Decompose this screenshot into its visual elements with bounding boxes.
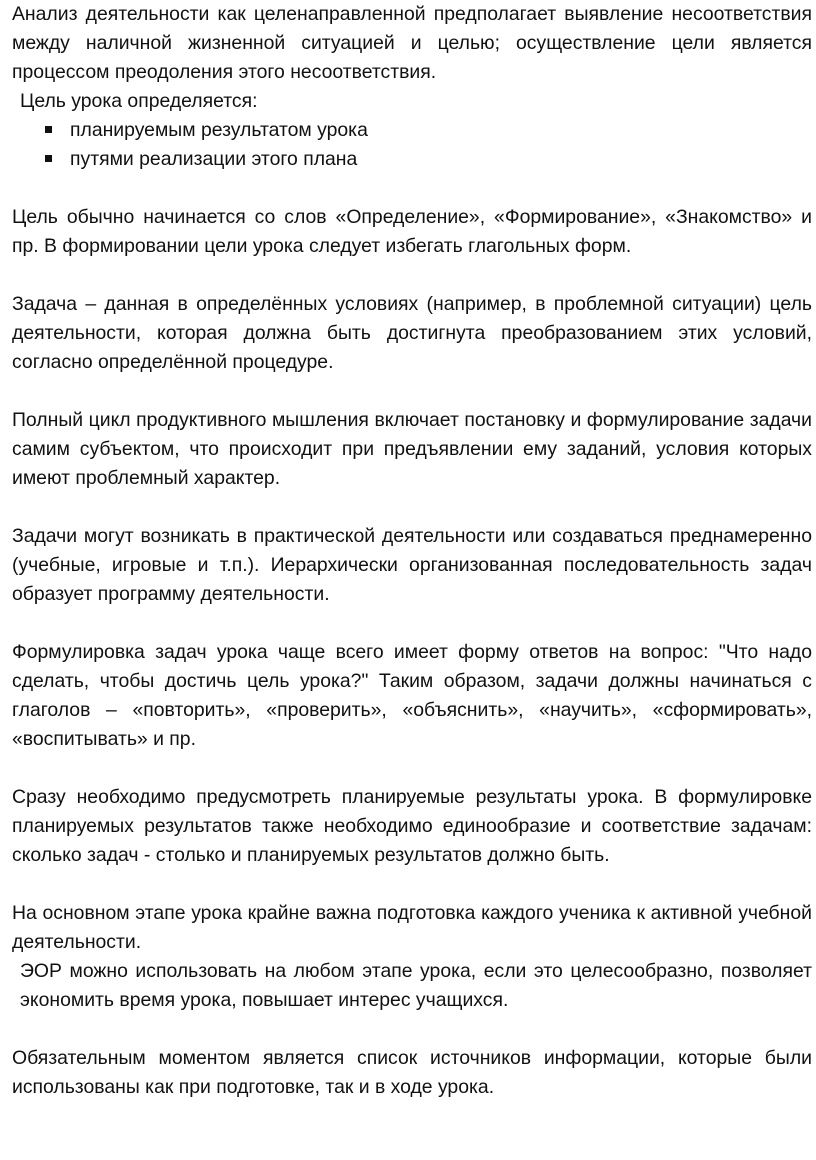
paragraph-main-stage: На основном этапе урока крайне важна подготовка каждого ученика к активной учебной деятельности.	[12, 902, 812, 953]
paragraph-productive-thinking: Полный цикл продуктивного мышления включает постановку и формулирование задачи самим субъектом, что происходит при предъявлении ему заданий, условия которых имеют проблемный характер.	[12, 409, 812, 489]
list-item	[12, 145, 812, 174]
paragraph-spacer	[12, 754, 812, 783]
document-page	[12, 0, 812, 1102]
list-item	[12, 116, 812, 145]
paragraph-spacer	[12, 377, 812, 406]
paragraph-spacer	[12, 493, 812, 522]
square-bullet-icon	[45, 126, 52, 133]
paragraph-task-formulation: Формулировка задач урока чаще всего имеет форму ответов на вопрос: "Что надо сделать, чтобы достичь цель урока?" Таким образом, задачи должны начинаться с глаголов – «повторить», «проверить», «объяснить», «научить», «сформировать», «воспитывать» и пр.	[12, 641, 812, 750]
paragraph-spacer	[12, 174, 812, 203]
list-item-text: путями реализации этого плана	[70, 148, 358, 170]
paragraph-planned-results: Сразу необходимо предусмотреть планируемые результаты урока. В формулировке планируемых результатов также необходимо единообразие и соответствие задачам: сколько задач - столько и планируемых результатов должно быть.	[12, 786, 812, 866]
square-bullet-icon	[45, 155, 52, 162]
paragraph-spacer	[12, 870, 812, 899]
paragraph-task-definition: Задача – данная в определённых условиях (например, в проблемной ситуации) цель деятельности, которая должна быть достигнута преобразованием этих условий, согласно определённой процедуре.	[12, 293, 812, 373]
paragraph-task-origin: Задачи могут возникать в практической деятельности или создаваться преднамеренно (учебные, игровые и т.п.). Иерархически организованная последовательность задач образует программу деятельности.	[12, 525, 812, 605]
paragraph-eor-usage: ЭОР можно использовать на любом этапе урока, если это целесообразно, позволяет экономить время урока, повышает интерес учащихся.	[20, 960, 812, 1011]
paragraph-spacer	[12, 261, 812, 290]
paragraph-goal-wording: Цель обычно начинается со слов «Определение», «Формирование», «Знакомство» и пр. В формировании цели урока следует избегать глагольных форм.	[12, 206, 812, 257]
paragraph-spacer	[12, 609, 812, 638]
paragraph-goal-intro: Цель урока определяется:	[20, 90, 258, 112]
goal-criteria-list	[12, 116, 812, 174]
list-item-text: планируемым результатом урока	[70, 119, 368, 141]
paragraph-activity-analysis: Анализ деятельности как целенаправленной предполагает выявление несоответствия между наличной жизненной ситуацией и целью; осуществление цели является процессом преодоления этого несоответствия.	[12, 3, 812, 83]
paragraph-spacer	[12, 1015, 812, 1044]
paragraph-sources: Обязательным моментом является список источников информации, которые были использованы как при подготовке, так и в ходе урока.	[12, 1047, 812, 1098]
